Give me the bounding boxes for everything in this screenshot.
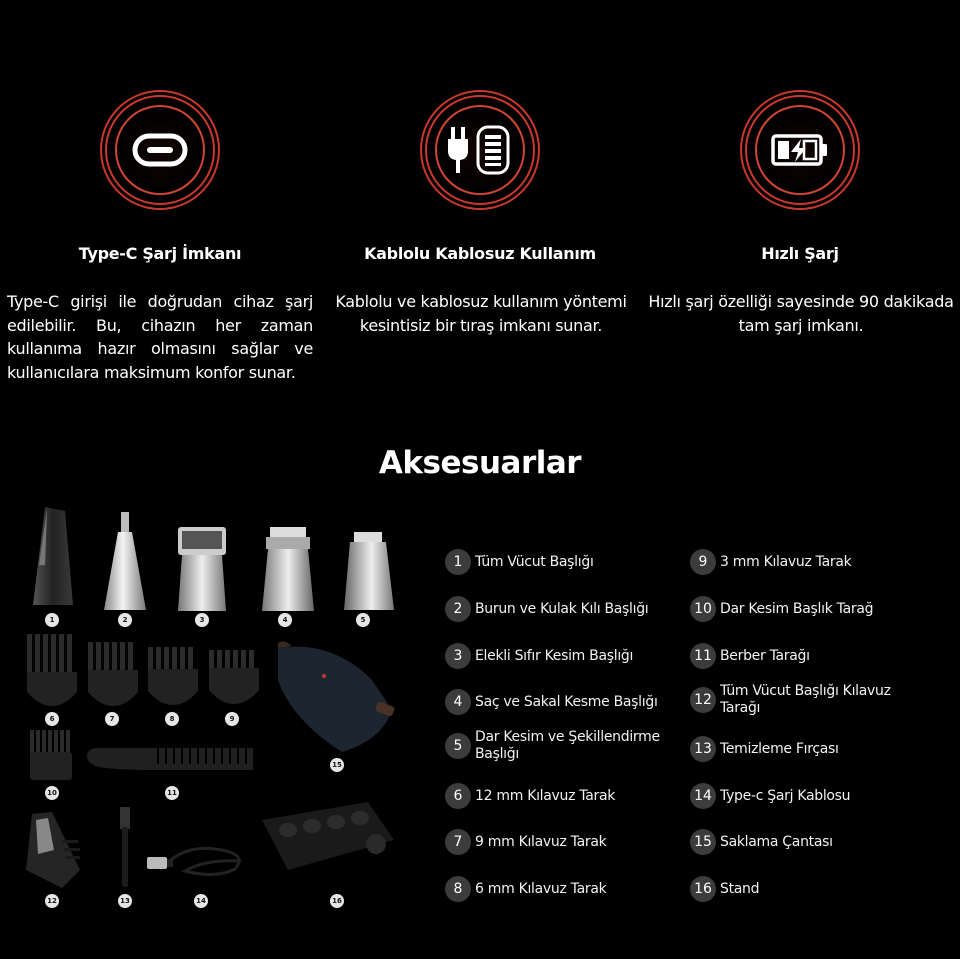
thumb-number: 4 xyxy=(278,613,292,627)
item-label: Stand xyxy=(720,880,760,897)
narrow-trimmer-comb-image xyxy=(28,728,76,783)
thumb-number: 6 xyxy=(45,712,59,726)
list-item xyxy=(445,549,685,575)
feature-title: Kablolu Kablosuz Kullanım xyxy=(364,244,596,263)
thumb-number: 9 xyxy=(225,712,239,726)
feature-icon-ring xyxy=(105,95,215,205)
usb-c-port-icon xyxy=(132,133,188,167)
thumb-number: 3 xyxy=(195,613,209,627)
item-number-badge: 13 xyxy=(690,736,716,762)
item-number-badge: 16 xyxy=(690,876,716,902)
guide-comb-12mm-image xyxy=(25,632,79,708)
nose-trimmer-head-image xyxy=(100,510,150,612)
list-item xyxy=(445,643,685,669)
list-item xyxy=(690,643,930,669)
thumb-number: 14 xyxy=(194,894,208,908)
thumb-number: 12 xyxy=(45,894,59,908)
item-number-badge: 1 xyxy=(445,549,471,575)
thumb-number: 15 xyxy=(330,758,344,772)
feature-description: Hızlı şarj özelliği sayesinde 90 dakikada tam şarj imkanı. xyxy=(648,292,954,335)
list-item xyxy=(445,876,685,902)
list-item xyxy=(690,596,930,622)
list-item xyxy=(690,783,930,809)
charging-stand-image xyxy=(258,800,396,880)
item-label: 12 mm Kılavuz Tarak xyxy=(475,787,616,804)
item-label: 6 mm Kılavuz Tarak xyxy=(475,880,607,897)
thumb-number: 11 xyxy=(165,786,179,800)
thumb-number: 8 xyxy=(165,712,179,726)
foil-shaver-head-image xyxy=(174,525,230,613)
list-item xyxy=(690,876,930,902)
item-number-badge: 5 xyxy=(445,733,471,759)
item-number-badge: 11 xyxy=(690,643,716,669)
list-item xyxy=(690,549,930,575)
list-item xyxy=(445,829,685,855)
guide-comb-6mm-image xyxy=(146,645,200,708)
accessories-title: Aksesuarlar xyxy=(378,445,582,481)
item-label: Saç ve Sakal Kesme Başlığı xyxy=(475,693,658,710)
feature-type-c xyxy=(0,0,320,400)
item-number-badge: 10 xyxy=(690,596,716,622)
item-number-badge: 14 xyxy=(690,783,716,809)
thumb-number: 5 xyxy=(356,613,370,627)
feature-title: Hızlı Şarj xyxy=(761,244,839,263)
item-number-badge: 8 xyxy=(445,876,471,902)
item-label: Type-c Şarj Kablosu xyxy=(720,787,851,804)
item-number-badge: 4 xyxy=(445,689,471,715)
guide-comb-3mm-image xyxy=(207,648,261,708)
list-item xyxy=(690,683,920,717)
item-label: 3 mm Kılavuz Tarak xyxy=(720,553,852,570)
thumb-number: 2 xyxy=(118,613,132,627)
item-label: Berber Tarağı xyxy=(720,647,810,664)
item-number-badge: 15 xyxy=(690,829,716,855)
feature-description: Kablolu ve kablosuz kullanım yöntemi kesintisiz bir tıraş imkanı sunar. xyxy=(335,292,627,335)
list-item xyxy=(445,596,685,622)
fast-charge-battery-icon xyxy=(771,133,829,167)
plug-battery-icon xyxy=(446,123,514,177)
list-item xyxy=(445,689,685,715)
thumb-number: 13 xyxy=(118,894,132,908)
list-item xyxy=(690,736,930,762)
item-label: Temizleme Fırçası xyxy=(720,740,839,757)
feature-icon-ring xyxy=(425,95,535,205)
item-label: Tüm Vücut Başlığı Kılavuz Tarağı xyxy=(720,683,891,716)
barber-comb-image xyxy=(85,742,257,774)
body-head-guide-comb-image xyxy=(22,810,84,890)
list-item xyxy=(445,729,675,763)
precision-trimmer-head-image xyxy=(340,530,396,613)
item-number-badge: 12 xyxy=(690,687,716,713)
feature-wired-wireless xyxy=(320,0,640,400)
item-label: Elekli Sıfır Kesim Başlığı xyxy=(475,647,634,664)
item-number-badge: 2 xyxy=(445,596,471,622)
item-label: Dar Kesim Başlık Tarağ xyxy=(720,600,874,617)
thumb-number: 16 xyxy=(330,894,344,908)
hair-trimmer-head-image xyxy=(258,525,318,613)
item-number-badge: 3 xyxy=(445,643,471,669)
feature-fast-charge xyxy=(640,0,960,400)
item-label: 9 mm Kılavuz Tarak xyxy=(475,833,607,850)
item-label: Tüm Vücut Başlığı xyxy=(475,553,594,570)
feature-title: Type-C Şarj İmkanı xyxy=(78,244,242,263)
item-label: Saklama Çantası xyxy=(720,833,833,850)
item-label: Burun ve Kulak Kılı Başlığı xyxy=(475,600,649,617)
usb-c-cable-image xyxy=(145,835,253,880)
item-label: Dar Kesim ve Şekillendirme Başlığı xyxy=(475,729,660,762)
item-number-badge: 6 xyxy=(445,783,471,809)
cleaning-brush-image xyxy=(114,805,136,889)
guide-comb-9mm-image xyxy=(86,640,140,708)
item-number-badge: 9 xyxy=(690,549,716,575)
list-item xyxy=(690,829,930,855)
body-trimmer-head-image xyxy=(25,505,80,612)
storage-bag-image xyxy=(272,640,396,755)
item-number-badge: 7 xyxy=(445,829,471,855)
feature-icon-ring xyxy=(745,95,855,205)
list-item xyxy=(445,783,685,809)
thumb-number: 7 xyxy=(105,712,119,726)
thumb-number: 10 xyxy=(45,786,59,800)
feature-description: Type-C girişi ile doğrudan cihaz şarj edilebilir. Bu, cihazın her zaman kullanıma hazır olmasını sağlar ve kullanıcılara maksimum konfor sunar. xyxy=(7,292,313,382)
thumb-number: 1 xyxy=(45,613,59,627)
